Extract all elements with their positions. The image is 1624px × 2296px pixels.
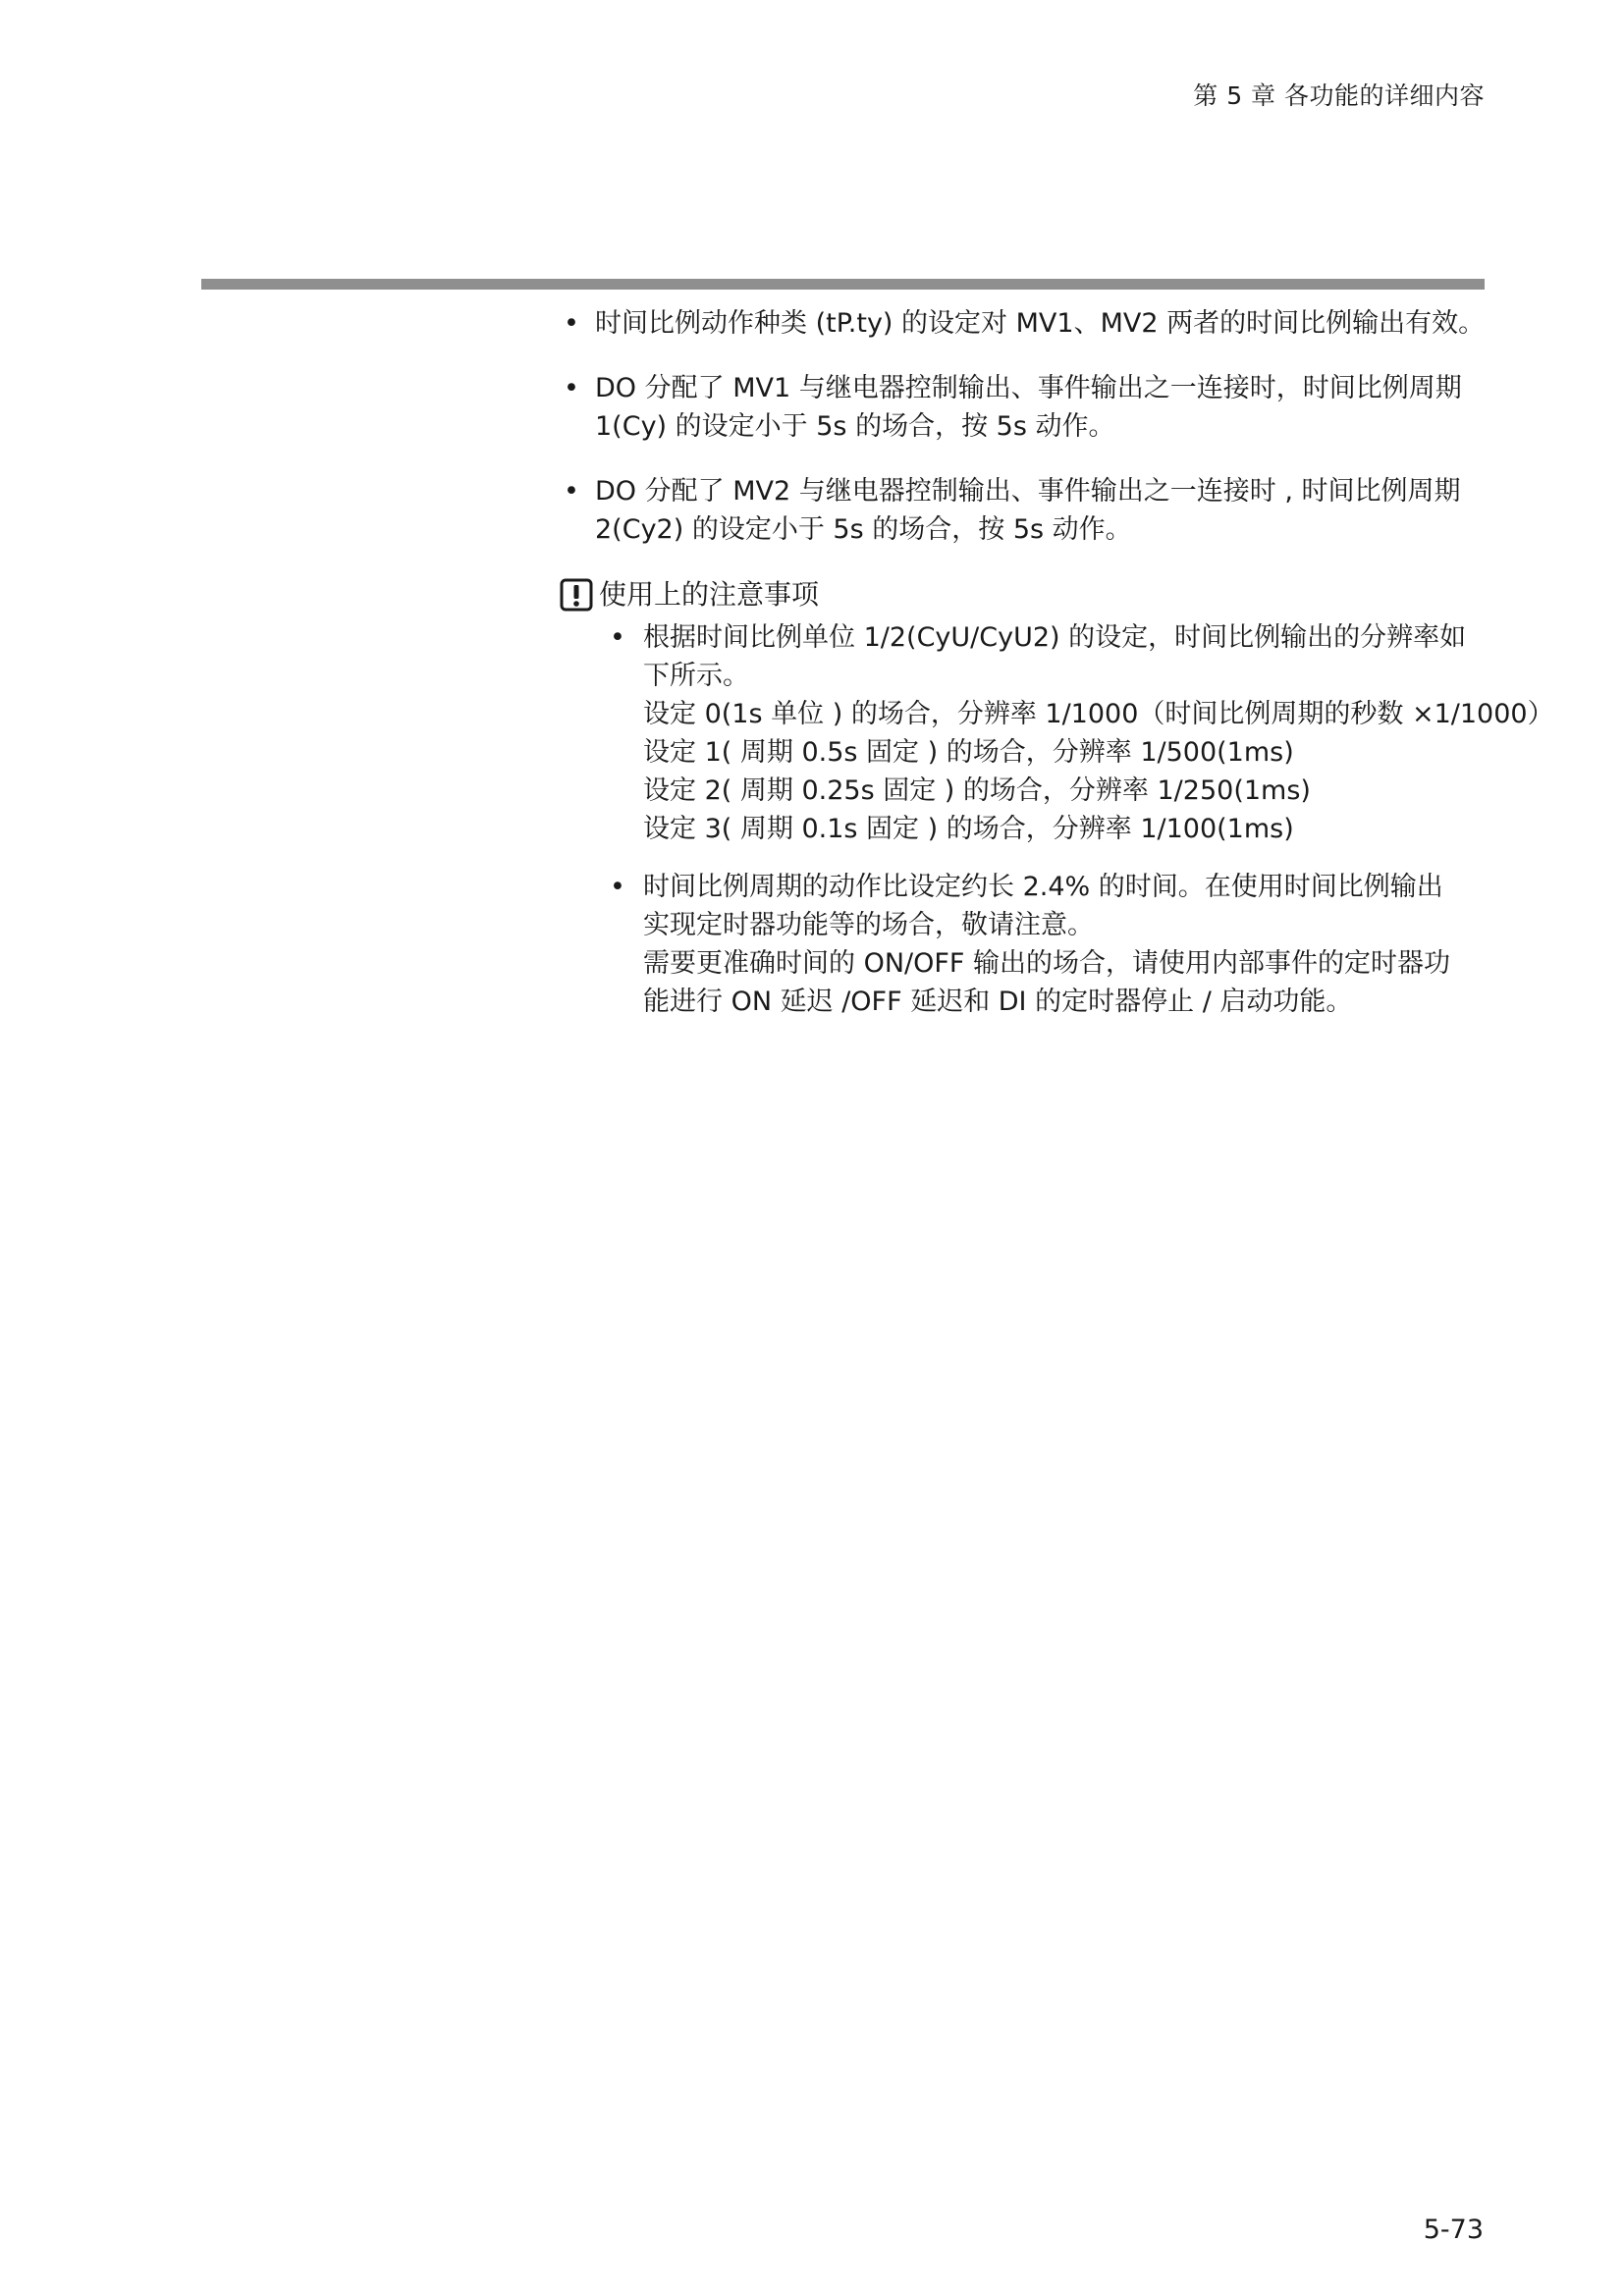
exclamation-box-icon: [560, 578, 593, 612]
bullet-text: DO 分配了 MV2 与继电器控制输出、事件输出之一连接时 , 时间比例周期 2(Cy2) 的设定小于 5s 的场合，按 5s 动作。: [595, 476, 1461, 545]
text-line: 设定 3( 周期 0.1s 固定 ) 的场合，分辨率 1/100(1ms): [643, 814, 1294, 844]
list-item: [560, 472, 1488, 549]
text-line: 根据时间比例单位 1/2(CyU/CyU2) 的设定，时间比例输出的分辨率如: [643, 622, 1467, 653]
caution-list: [560, 618, 1554, 1021]
list-item: [560, 304, 1488, 343]
bullet-marker: •: [564, 476, 579, 507]
page-number: 5-73: [1423, 2215, 1484, 2245]
bullet-marker: •: [610, 872, 625, 902]
text-line: 设定 0(1s 单位 ) 的场合，分辨率 1/1000（时间比例周期的秒数 ×1/1000）: [643, 699, 1554, 729]
text-line: 设定 1( 周期 0.5s 固定 ) 的场合，分辨率 1/500(1ms): [643, 737, 1294, 768]
chapter-header: 第 5 章 各功能的详细内容: [1193, 81, 1485, 110]
bullet-text: 时间比例动作种类 (tP.ty) 的设定对 MV1、MV2 两者的时间比例输出有效。: [595, 308, 1486, 339]
content-body: [560, 304, 1554, 1041]
bullet-list: [560, 304, 1488, 549]
text-line: 时间比例周期的动作比设定约长 2.4% 的时间。在使用时间比例输出: [643, 872, 1443, 902]
text-line: 实现定时器功能等的场合，敬请注意。: [643, 910, 1094, 940]
list-item: [560, 369, 1488, 446]
bullet-marker: •: [564, 308, 579, 339]
text-line: 下所示。: [643, 661, 749, 691]
list-item: [606, 868, 1488, 1021]
bullet-text: DO 分配了 MV1 与继电器控制输出、事件输出之一连接时，时间比例周期 1(Cy) 的设定小于 5s 的场合，按 5s 动作。: [595, 373, 1462, 442]
text-line: 需要更准确时间的 ON/OFF 输出的场合，请使用内部事件的定时器功: [643, 948, 1451, 979]
caution-heading: [560, 575, 1488, 614]
text-line: 能进行 ON 延迟 /OFF 延迟和 DI 的定时器停止 / 启动功能。: [643, 987, 1353, 1017]
section-divider: [201, 279, 1485, 290]
list-item: [606, 618, 1554, 848]
bullet-marker: •: [610, 622, 625, 653]
bullet-marker: •: [564, 373, 579, 403]
caution-section: [560, 575, 1554, 1021]
text-line: 设定 2( 周期 0.25s 固定 ) 的场合，分辨率 1/250(1ms): [643, 775, 1311, 806]
caution-title: 使用上的注意事项: [599, 578, 820, 611]
